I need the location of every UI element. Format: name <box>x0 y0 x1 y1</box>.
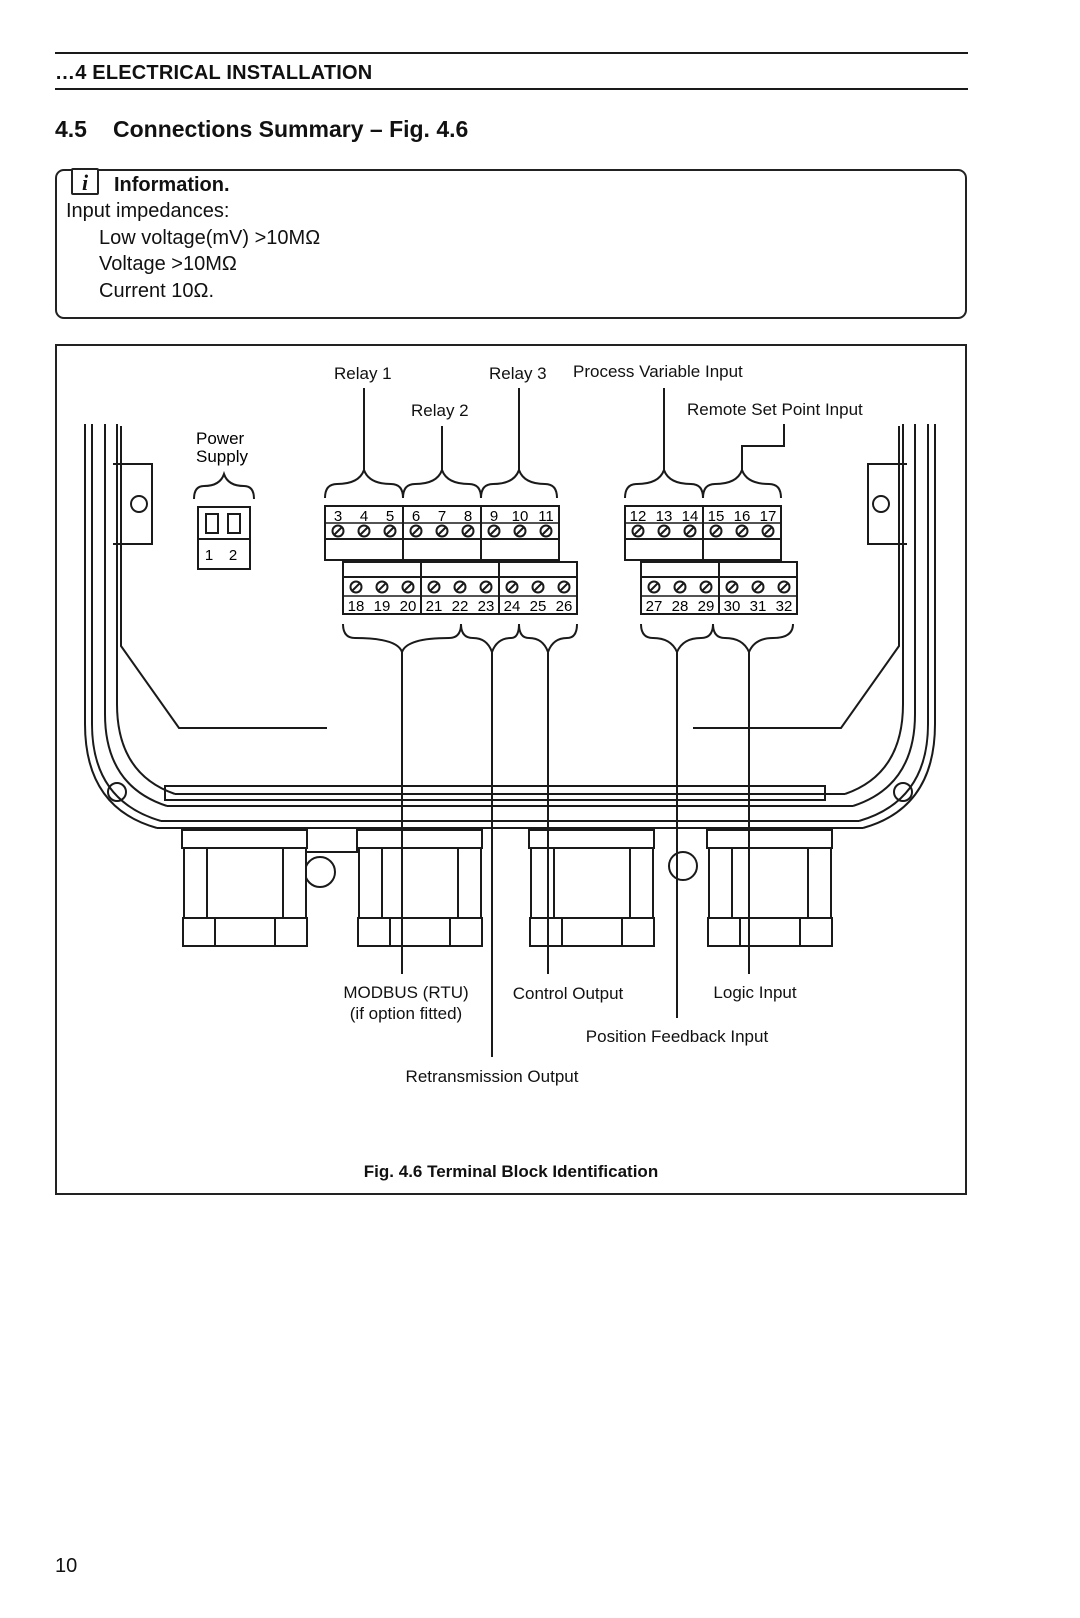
header-rule-bottom <box>55 88 968 90</box>
terminal-25: 25 <box>529 598 547 615</box>
terminal-block-diagram <box>57 346 965 1156</box>
cable-gland-4 <box>707 830 832 946</box>
terminal-5: 5 <box>385 508 395 525</box>
brace-relay3 <box>481 470 557 498</box>
figure-frame <box>55 344 967 1195</box>
terminal-24: 24 <box>503 598 521 615</box>
terminal-27: 27 <box>645 598 663 615</box>
info-line-current: Current 10Ω. <box>99 280 214 302</box>
cable-gland-1 <box>182 830 307 946</box>
enclosure-outline <box>85 424 935 887</box>
label-process-variable-input: Process Variable Input <box>573 362 743 381</box>
figure-caption: Fig. 4.6 Terminal Block Identification <box>363 1162 659 1181</box>
label-logic-input: Logic Input <box>713 983 797 1002</box>
terminal-32: 32 <box>775 598 793 615</box>
info-line-low-voltage: Low voltage(mV) >10MΩ <box>99 227 321 249</box>
brace-modbus <box>343 624 461 652</box>
brace-control <box>519 624 577 652</box>
label-relay-1: Relay 1 <box>334 364 392 383</box>
terminal-screw-9 <box>489 526 500 537</box>
terminal-screw-12 <box>633 526 644 537</box>
terminal-31: 31 <box>749 598 767 615</box>
power-supply-label-line2: Supply <box>196 447 248 466</box>
terminal-screw-14 <box>685 526 696 537</box>
terminal-9: 9 <box>489 508 499 525</box>
terminal-screw-19 <box>377 582 388 593</box>
terminal-2: 2 <box>228 547 238 564</box>
label-modbus-note: (if option fitted) <box>349 1004 463 1023</box>
header-rule-top <box>55 52 968 54</box>
terminal-screw-29 <box>701 582 712 593</box>
brace-retransmission <box>461 624 519 652</box>
terminal-screw-7 <box>437 526 448 537</box>
terminal-14: 14 <box>681 508 699 525</box>
cable-glands <box>182 830 832 946</box>
cable-gland-2 <box>357 830 482 946</box>
info-line-impedances: Input impedances: <box>66 200 230 222</box>
label-modbus: MODBUS (RTU) <box>343 983 469 1002</box>
terminal-screw-17 <box>763 526 774 537</box>
brace-logic <box>713 624 793 652</box>
terminal-screw-23 <box>481 582 492 593</box>
label-relay-3: Relay 3 <box>489 364 547 383</box>
label-control-output: Control Output <box>512 984 624 1003</box>
terminal-screw-24 <box>507 582 518 593</box>
terminal-21: 21 <box>425 598 443 615</box>
information-icon: i <box>71 168 99 195</box>
info-line-voltage: Voltage >10MΩ <box>99 253 237 275</box>
power-supply-label-line1: Power <box>196 429 245 448</box>
terminal-1: 1 <box>204 547 214 564</box>
terminal-screw-26 <box>559 582 570 593</box>
terminal-screw-3 <box>333 526 344 537</box>
terminal-screw-25 <box>533 582 544 593</box>
terminal-screw-22 <box>455 582 466 593</box>
terminal-18: 18 <box>347 598 365 615</box>
terminal-16: 16 <box>733 508 751 525</box>
terminal-8: 8 <box>463 508 473 525</box>
terminal-screw-32 <box>779 582 790 593</box>
brace-relay1 <box>325 470 403 498</box>
terminal-4: 4 <box>359 508 369 525</box>
terminal-screw-4 <box>359 526 370 537</box>
terminal-23: 23 <box>477 598 495 615</box>
terminal-screw-31 <box>753 582 764 593</box>
power-supply-terminal <box>194 429 254 569</box>
terminal-13: 13 <box>655 508 673 525</box>
terminal-11: 11 <box>538 508 554 525</box>
brace-position-feedback <box>641 624 713 652</box>
terminal-22: 22 <box>451 598 469 615</box>
brace-rsp <box>703 470 781 498</box>
information-heading: Information. <box>114 174 230 196</box>
brace-relay2 <box>403 470 481 498</box>
section-number: 4.5 <box>55 116 87 142</box>
terminal-3: 3 <box>333 508 343 525</box>
terminal-screw-11 <box>541 526 552 537</box>
terminal-19: 19 <box>373 598 391 615</box>
leader-lines <box>325 388 793 1057</box>
terminal-20: 20 <box>399 598 417 615</box>
terminal-screw-27 <box>649 582 660 593</box>
terminal-30: 30 <box>723 598 741 615</box>
terminal-screw-15 <box>711 526 722 537</box>
terminal-screw-8 <box>463 526 474 537</box>
terminal-screw-18 <box>351 582 362 593</box>
label-remote-set-point-input: Remote Set Point Input <box>687 400 863 419</box>
diagram-labels <box>334 362 863 1086</box>
label-relay-2: Relay 2 <box>411 401 469 420</box>
terminal-26: 26 <box>555 598 573 615</box>
terminal-17: 17 <box>759 508 777 525</box>
terminal-29: 29 <box>697 598 715 615</box>
terminal-screw-5 <box>385 526 396 537</box>
page-title <box>55 116 468 143</box>
terminal-screw-10 <box>515 526 526 537</box>
page-number: 10 <box>55 1555 78 1577</box>
terminal-blocks <box>325 506 797 615</box>
terminal-screw-30 <box>727 582 738 593</box>
terminal-screw-6 <box>411 526 422 537</box>
label-retransmission-output: Retransmission Output <box>405 1067 579 1086</box>
terminal-screw-16 <box>737 526 748 537</box>
terminal-screw-13 <box>659 526 670 537</box>
terminal-7: 7 <box>437 508 447 525</box>
terminal-screw-28 <box>675 582 686 593</box>
section-title: Connections Summary – Fig. 4.6 <box>113 116 469 142</box>
terminal-10: 10 <box>511 508 529 525</box>
label-position-feedback-input: Position Feedback Input <box>585 1027 769 1046</box>
terminal-6: 6 <box>411 508 421 525</box>
terminal-screw-20 <box>403 582 414 593</box>
section-header: …4 ELECTRICAL INSTALLATION <box>55 62 373 84</box>
terminal-15: 15 <box>707 508 725 525</box>
information-box <box>55 169 967 319</box>
terminal-28: 28 <box>671 598 689 615</box>
brace-pv <box>625 470 703 498</box>
terminal-screw-21 <box>429 582 440 593</box>
terminal-12: 12 <box>629 508 647 525</box>
